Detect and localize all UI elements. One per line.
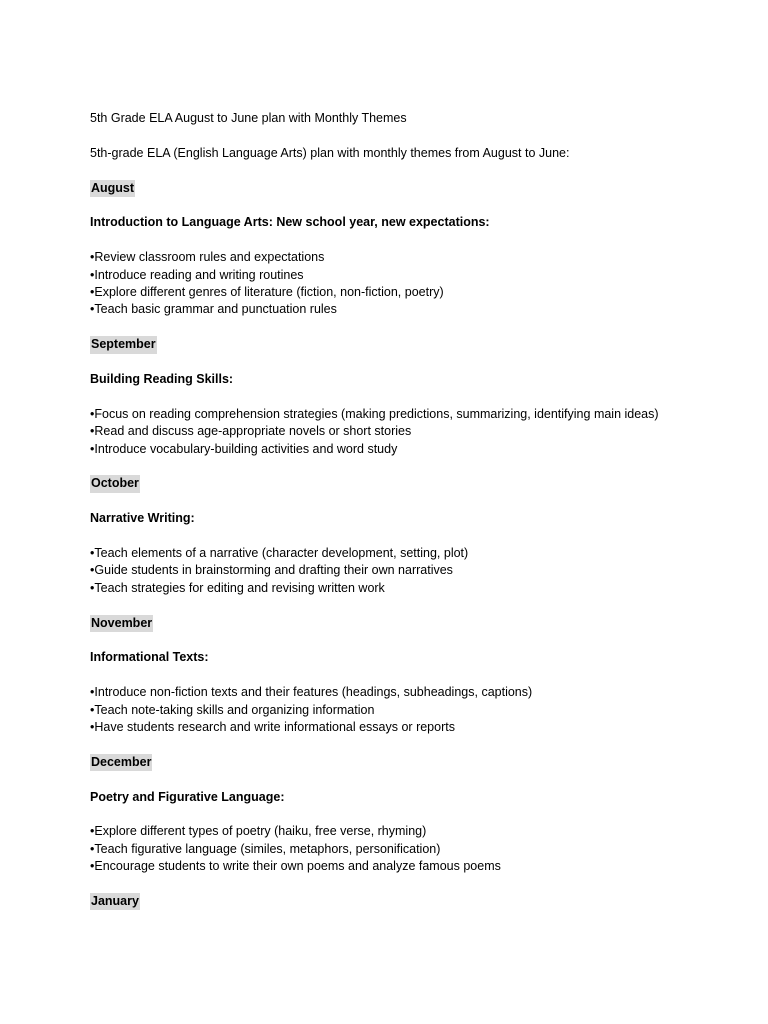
spacer — [90, 197, 730, 214]
spacer — [90, 632, 730, 649]
list-item-text: Focus on reading comprehension strategies (making predictions, summarizing, identifying main ideas) — [94, 406, 659, 421]
bullet-icon: • — [90, 702, 95, 717]
bullet-icon: • — [90, 685, 95, 700]
spacer — [90, 458, 730, 475]
list-item-text: Read and discuss age-appropriate novels or short stories — [94, 424, 412, 439]
list-item-text: Teach figurative language (similes, metaphors, personification) — [94, 841, 441, 856]
spacer — [90, 127, 730, 144]
list-item — [90, 301, 730, 318]
spacer — [90, 354, 730, 371]
section-theme: Poetry and Figurative Language: — [90, 789, 285, 804]
document-intro: 5th-grade ELA (English Language Arts) plan with monthly themes from August to June: — [90, 145, 570, 160]
list-item — [90, 423, 730, 440]
list-item — [90, 441, 730, 458]
list-item — [90, 580, 730, 597]
spacer — [90, 597, 730, 614]
spacer — [90, 771, 730, 788]
bullet-icon: • — [90, 406, 95, 421]
bullet-icon: • — [90, 824, 95, 839]
document-page — [90, 110, 730, 910]
list-item-text: Explore different genres of literature (fiction, non-fiction, poetry) — [94, 285, 444, 299]
list-item — [90, 841, 730, 858]
month-heading: October — [90, 475, 140, 492]
bullet-icon: • — [90, 424, 95, 439]
spacer — [90, 388, 730, 405]
section-theme: Building Reading Skills: — [90, 372, 234, 386]
list-item-text: Review classroom rules and expectations — [94, 250, 325, 265]
section-november — [90, 615, 730, 632]
bullet-icon: • — [90, 841, 95, 856]
section-october — [90, 475, 730, 492]
month-heading: December — [90, 754, 152, 771]
bullet-icon: • — [90, 580, 95, 595]
spacer — [90, 319, 730, 336]
bullet-icon: • — [90, 859, 95, 874]
list-item-text: Encourage students to write their own poems and analyze famous poems — [94, 859, 501, 874]
list-item-text: Teach elements of a narrative (character development, setting, plot) — [94, 546, 469, 560]
list-item — [90, 545, 730, 562]
bullet-icon: • — [90, 720, 95, 735]
month-heading: August — [90, 180, 135, 197]
list-item — [90, 249, 730, 266]
list-item-text: Teach basic grammar and punctuation rules — [94, 302, 337, 317]
bullet-icon: • — [90, 546, 95, 560]
section-january — [90, 893, 730, 910]
list-item — [90, 719, 730, 736]
list-item-text: Teach strategies for editing and revising written work — [94, 580, 385, 595]
section-september — [90, 336, 730, 353]
section-december — [90, 754, 730, 771]
bullet-icon: • — [90, 250, 95, 265]
list-item — [90, 823, 730, 840]
month-heading: January — [90, 893, 140, 910]
bullet-icon: • — [90, 441, 95, 456]
section-theme: Informational Texts: — [90, 650, 209, 665]
list-item — [90, 684, 730, 701]
section-theme: Introduction to Language Arts: New school year, new expectations: — [90, 215, 490, 230]
list-item-text: Have students research and write informational essays or reports — [94, 720, 455, 735]
bullet-icon: • — [90, 285, 95, 299]
spacer — [90, 736, 730, 753]
list-item-text: Teach note-taking skills and organizing information — [94, 702, 375, 717]
section-theme: Narrative Writing: — [90, 511, 195, 526]
spacer — [90, 528, 730, 545]
spacer — [90, 667, 730, 684]
list-item-text: Guide students in brainstorming and drafting their own narratives — [94, 563, 453, 578]
month-heading: November — [90, 615, 153, 632]
list-item-text: Introduce non-fiction texts and their features (headings, subheadings, captions) — [94, 685, 533, 700]
list-item — [90, 562, 730, 579]
list-item-text: Explore different types of poetry (haiku, free verse, rhyming) — [94, 824, 427, 839]
list-item — [90, 267, 730, 284]
list-item — [90, 858, 730, 875]
spacer — [90, 493, 730, 510]
spacer — [90, 162, 730, 179]
bullet-icon: • — [90, 267, 95, 282]
list-item-text: Introduce reading and writing routines — [94, 267, 304, 282]
section-august — [90, 180, 730, 197]
spacer — [90, 876, 730, 893]
document-title: 5th Grade ELA August to June plan with Monthly Themes — [90, 111, 407, 125]
bullet-icon: • — [90, 302, 95, 317]
list-item — [90, 284, 730, 301]
list-item-text: Introduce vocabulary-building activities and word study — [94, 441, 398, 456]
month-heading: September — [90, 336, 157, 353]
list-item — [90, 702, 730, 719]
spacer — [90, 232, 730, 249]
spacer — [90, 806, 730, 823]
bullet-icon: • — [90, 563, 95, 578]
list-item — [90, 406, 730, 423]
